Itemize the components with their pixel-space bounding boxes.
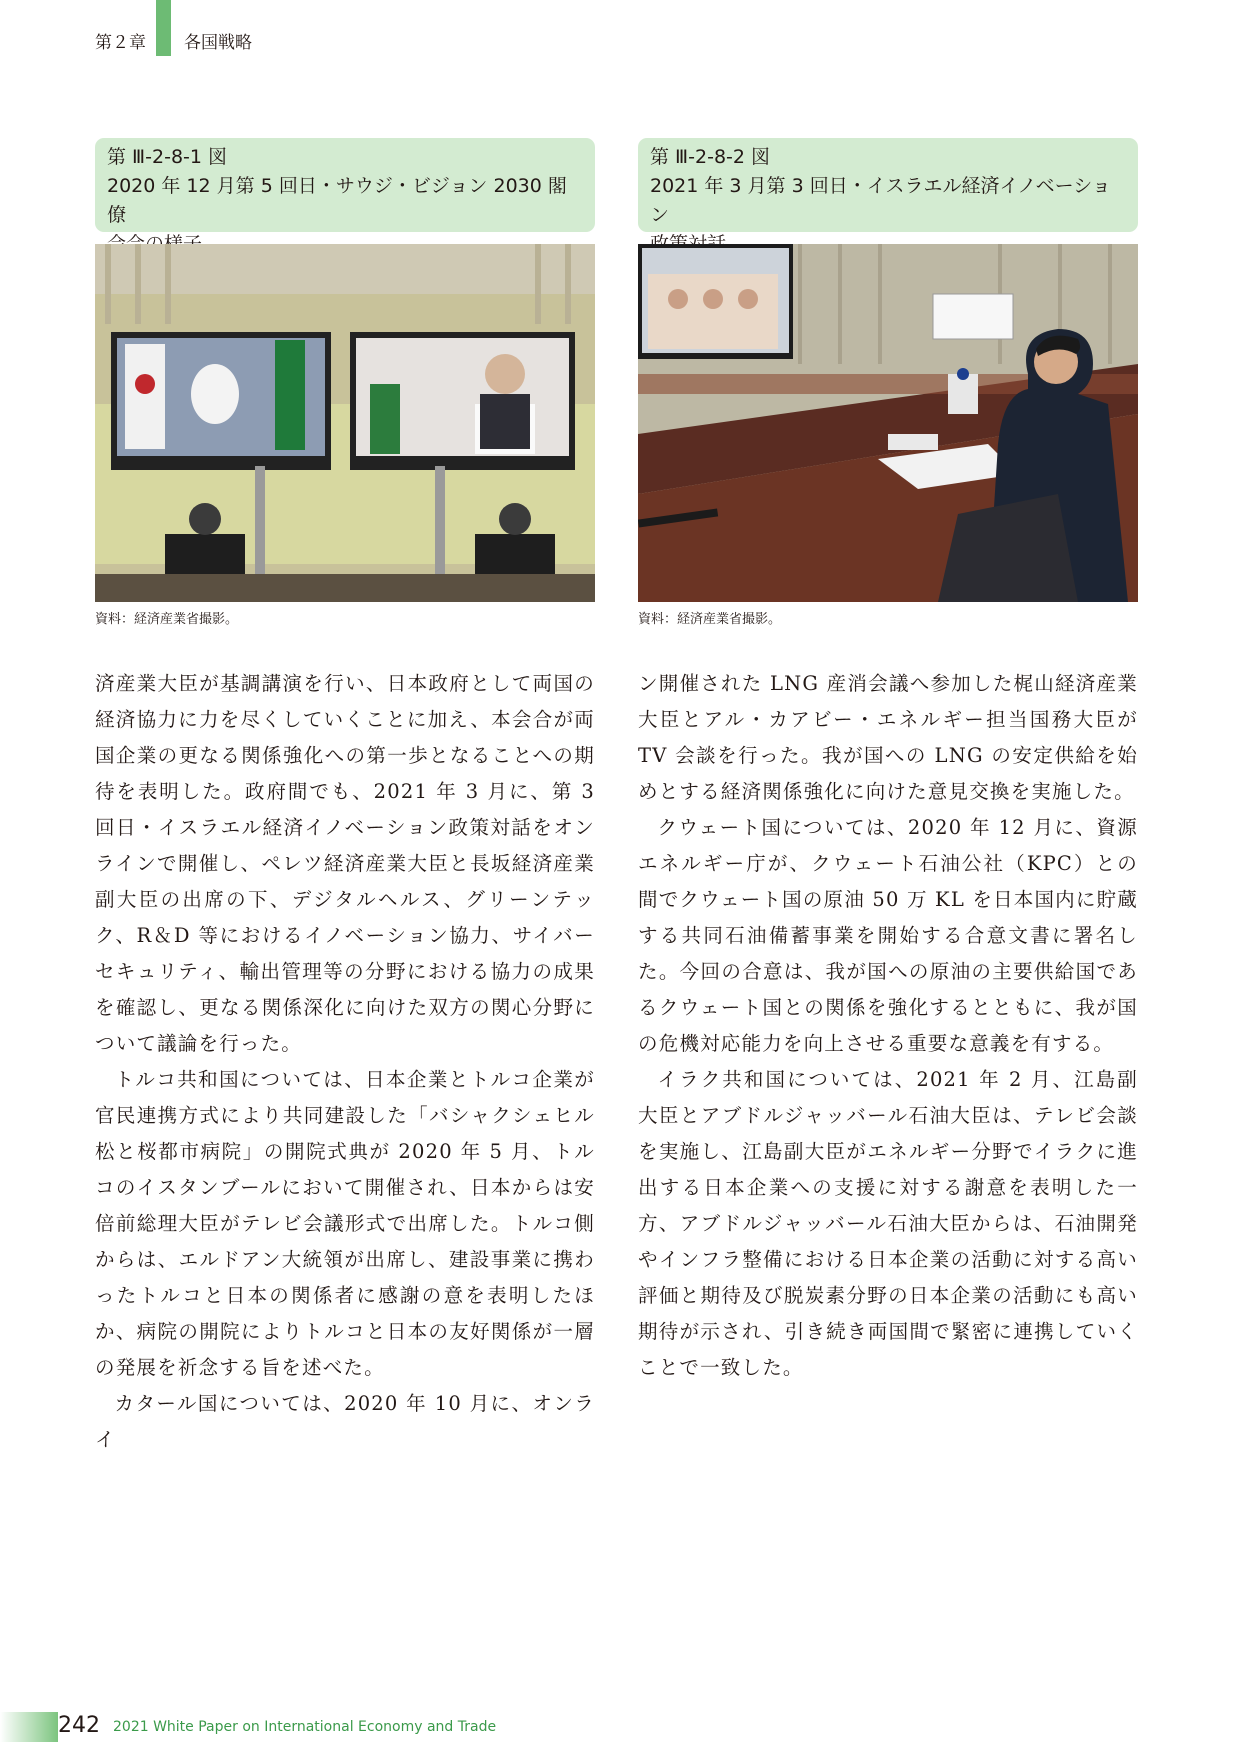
paragraph: カタール国については、2020 年 10 月に、オンライ: [95, 1392, 595, 1451]
body-column-right: [638, 666, 1138, 1386]
figure-1-photo: [95, 244, 595, 602]
video-conference-photo-israel: [638, 244, 1138, 602]
chapter-label: 第２章: [95, 33, 146, 53]
figure-1-number: 第 Ⅲ-2-8-1 図: [107, 146, 228, 168]
page-header: [0, 0, 1241, 60]
body-column-left: [95, 666, 595, 1458]
paragraph: ン開催された LNG 産消会議へ参加した梶山経済産業大臣とアル・カアビー・エネルギー担当国務大臣が TV 会談を行った。我が国への LNG の安定供給を始めとする経済関係強化に向けた意見交換を実施した。: [638, 672, 1138, 803]
figure-1-source: 資料：経済産業省撮影。: [95, 612, 239, 627]
figure-2-caption: [638, 138, 1138, 232]
paragraph: 済産業大臣が基調講演を行い、日本政府として両国の経済協力に力を尽くしていくことに加え、本会合が両国企業の更なる関係強化への第一歩となることへの期待を表明した。政府間でも、2021 年 3 月に、第 3 回日・イスラエル経済イノベーション政策対話をオンラインで開催し、ペレツ経済産業大臣と長坂経済産業副大臣の出席の下、デジタルヘルス、グリーンテック、R＆D 等におけるイノベーション協力、サイバーセキュリティ、輸出管理等の分野における協力の成果を確認し、更なる関係深化に向けた双方の関心分野について議論を行った。: [95, 672, 595, 1055]
figure-1-title-line1: 2020 年 12 月第 5 回日・サウジ・ビジョン 2030 閣僚: [107, 175, 567, 226]
header-accent-bar: [156, 0, 171, 56]
figure-1-caption: [95, 138, 595, 232]
page-number: 242: [58, 1713, 100, 1738]
figure-2-source: 資料：経済産業省撮影。: [638, 612, 782, 627]
paragraph: イラク共和国については、2021 年 2 月、江島副大臣とアブドルジャッバール石油大臣は、テレビ会談を実施し、江島副大臣がエネルギー分野でイラクに進出する日本企業への支援に対する謝意を表明した一方、アブドルジャッバール石油大臣からは、石油開発やインフラ整備における日本企業の活動に対する高い評価と期待及び脱炭素分野の日本企業の活動にも高い期待が示され、引き続き両国間で緊密に連携していくことで一致した。: [638, 1068, 1138, 1379]
figure-2-number: 第 Ⅲ-2-8-2 図: [650, 146, 771, 168]
figure-2-photo: [638, 244, 1138, 602]
footer-accent-bar: [0, 1712, 58, 1742]
footer-title: 2021 White Paper on International Economy and Trade: [113, 1719, 497, 1735]
section-label: 各国戦略: [184, 33, 252, 53]
paragraph: クウェート国については、2020 年 12 月に、資源エネルギー庁が、クウェート石油公社（KPC）との間でクウェート国の原油 50 万 KL を日本国内に貯蔵する共同石油備蓄事業を開始する合意文書に署名した。今回の合意は、我が国への原油の主要供給国であるクウェート国との関係を強化するとともに、我が国の危機対応能力を向上させる重要な意義を有する。: [638, 816, 1138, 1055]
video-conference-photo-saudi: [95, 244, 595, 602]
paragraph: トルコ共和国については、日本企業とトルコ企業が官民連携方式により共同建設した「バシャクシェヒル松と桜都市病院」の開院式典が 2020 年 5 月、トルコのイスタンブールにおいて開催され、日本からは安倍前総理大臣がテレビ会議形式で出席した。トルコ側からは、エルドアン大統領が出席し、建設事業に携わったトルコと日本の関係者に感謝の意を表明したほか、病院の開院によりトルコと日本の友好関係が一層の発展を祈念する旨を述べた。: [95, 1068, 595, 1379]
figure-2-title-line1: 2021 年 3 月第 3 回日・イスラエル経済イノベーション: [650, 175, 1111, 226]
